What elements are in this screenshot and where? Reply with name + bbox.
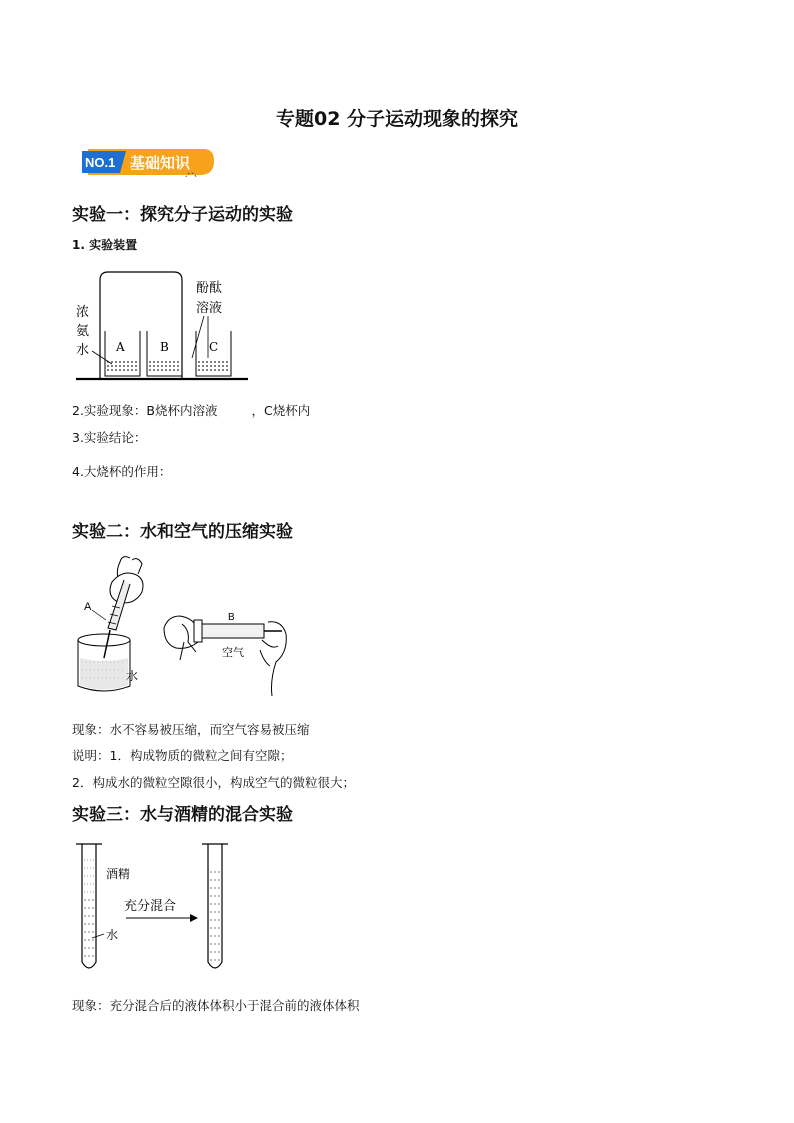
exp1-conclusion: 3.实验结论： xyxy=(72,430,147,445)
exp3-heading: 实验三：水与酒精的混合实验 xyxy=(72,805,293,825)
label-phenol-2: 溶液 xyxy=(196,301,223,316)
badge-label: 基础知识 xyxy=(130,154,191,172)
section-badge xyxy=(80,147,216,177)
exp1-phenomenon-suffix: ，C烧杯内 xyxy=(251,403,311,418)
exp1-device-label: 1. 实验装置 xyxy=(72,238,138,252)
label-ammonia-1: 浓 xyxy=(76,305,90,320)
label-water-beaker: 水 xyxy=(126,669,139,683)
label-phenol-1: 酚酞 xyxy=(196,281,223,296)
exp1-phenomenon-prefix: 2.实验现象：B烧杯内溶液 xyxy=(72,403,218,418)
beaker-b-label: B xyxy=(160,340,169,354)
exp1-role: 4.大烧杯的作用： xyxy=(72,464,172,479)
label-syringe-a: A xyxy=(84,601,92,613)
exp2-note-1: 说明：1．构成物质的微粒之间有空隙； xyxy=(72,748,293,763)
exp2-figure xyxy=(72,550,302,702)
exp1-heading: 实验一：探究分子运动的实验 xyxy=(72,205,293,225)
label-ammonia-2: 氨 xyxy=(76,324,90,339)
exp1-phenomenon xyxy=(72,401,310,419)
exp3-phenomenon: 现象：充分混合后的液体体积小于混合前的液体体积 xyxy=(72,998,360,1013)
label-syringe-b: B xyxy=(228,612,235,623)
exp3-figure xyxy=(72,838,252,978)
label-ammonia-3: 水 xyxy=(76,343,90,358)
badge-number: NO.1 xyxy=(85,155,116,170)
label-alcohol: 酒精 xyxy=(106,867,131,881)
label-mix: 充分混合 xyxy=(124,899,177,914)
page-title: 专题02 分子运动现象的探究 xyxy=(275,108,519,130)
beaker-c-label: C xyxy=(209,340,219,354)
exp2-phenomenon: 现象：水不容易被压缩，而空气容易被压缩 xyxy=(72,722,310,737)
exp1-figure xyxy=(72,268,262,386)
label-air: 空气 xyxy=(222,646,244,659)
exp2-note-2: 2．构成水的微粒空隙很小，构成空气的微粒很大； xyxy=(72,775,355,790)
beaker-a-label: A xyxy=(116,340,125,354)
exp2-heading: 实验二：水和空气的压缩实验 xyxy=(72,522,293,542)
label-water-tube: 水 xyxy=(106,928,119,942)
